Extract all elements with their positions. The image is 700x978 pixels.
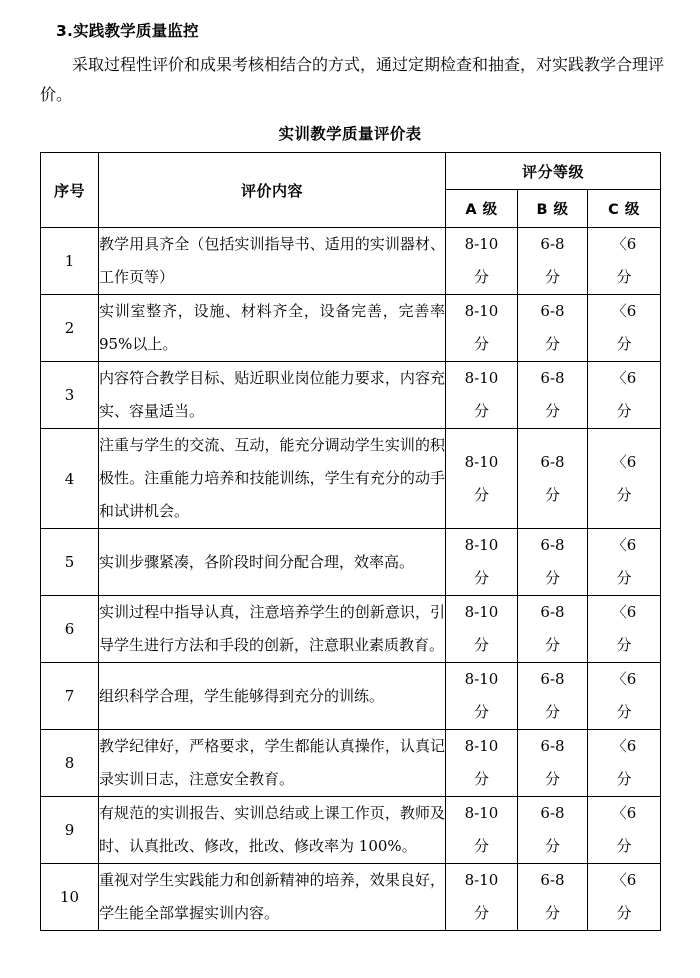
score-unit: 分 (473, 485, 489, 504)
table-row (41, 362, 661, 429)
score-range: 6-8 (540, 302, 565, 321)
score-unit: 分 (544, 335, 560, 354)
table-body (41, 228, 661, 931)
score-range: 〈6 (611, 536, 637, 555)
score-unit: 分 (616, 335, 632, 354)
row-number: 6 (41, 596, 99, 663)
score-cell-a (446, 596, 518, 663)
row-content: 教学用具齐全（包括实训指导书、适用的实训器材、工作页等） (99, 228, 446, 295)
score-unit: 分 (544, 268, 560, 287)
score-unit: 分 (616, 569, 632, 588)
row-number: 4 (41, 429, 99, 529)
score-unit: 分 (544, 636, 560, 655)
row-number: 1 (41, 228, 99, 295)
score-unit: 分 (473, 636, 489, 655)
table-row (41, 663, 661, 730)
score-range: 〈6 (611, 871, 637, 890)
score-range: 6-8 (540, 536, 565, 555)
row-content: 组织科学合理，学生能够得到充分的训练。 (99, 663, 446, 730)
table-row (41, 228, 661, 295)
score-unit: 分 (616, 636, 632, 655)
score-cell-b (518, 596, 588, 663)
section-heading: 3.实践教学质量监控 (56, 22, 199, 40)
score-cell-b (518, 429, 588, 529)
score-range: 8-10 (464, 871, 499, 890)
score-range: 6-8 (540, 670, 565, 689)
table-row (41, 730, 661, 797)
column-header-grade-b: B 级 (518, 190, 588, 228)
score-range: 6-8 (540, 603, 565, 622)
score-range: 〈6 (611, 235, 637, 254)
row-content: 教学纪律好，严格要求，学生都能认真操作，认真记录实训日志，注意安全教育。 (99, 730, 446, 797)
score-range: 6-8 (540, 452, 565, 471)
table-head (41, 153, 661, 228)
score-cell-c (588, 797, 661, 864)
score-range: 8-10 (464, 536, 499, 555)
score-range: 8-10 (464, 737, 499, 756)
score-unit: 分 (616, 268, 632, 287)
column-header-no: 序号 (41, 153, 99, 228)
score-range: 〈6 (611, 737, 637, 756)
score-cell-a (446, 228, 518, 295)
score-unit: 分 (616, 770, 632, 789)
score-range: 〈6 (611, 302, 637, 321)
score-unit: 分 (544, 904, 560, 923)
score-range: 8-10 (464, 603, 499, 622)
table-row (41, 295, 661, 362)
score-cell-c (588, 596, 661, 663)
score-cell-c (588, 228, 661, 295)
column-header-grade-group: 评分等级 (446, 153, 661, 190)
score-cell-c (588, 429, 661, 529)
score-unit: 分 (473, 837, 489, 856)
score-range: 6-8 (540, 369, 565, 388)
table-caption: 实训教学质量评价表 (278, 125, 422, 144)
score-unit: 分 (473, 904, 489, 923)
score-range: 〈6 (611, 369, 637, 388)
score-unit: 分 (473, 402, 489, 421)
score-range: 〈6 (611, 804, 637, 823)
table-row (41, 864, 661, 931)
score-cell-a (446, 529, 518, 596)
row-number: 10 (41, 864, 99, 931)
score-cell-a (446, 797, 518, 864)
score-range: 8-10 (464, 804, 499, 823)
score-unit: 分 (544, 402, 560, 421)
section-paragraph: 采取过程性评价和成果考核相结合的方式，通过定期检查和抽查，对实践教学合理评价。 (40, 55, 665, 105)
score-cell-c (588, 663, 661, 730)
row-content: 实训室整齐，设施、材料齐全，设备完善，完善率 95%以上。 (99, 295, 446, 362)
score-unit: 分 (473, 268, 489, 287)
score-range: 〈6 (611, 452, 637, 471)
score-range: 6-8 (540, 804, 565, 823)
score-unit: 分 (544, 485, 560, 504)
score-cell-b (518, 529, 588, 596)
score-cell-a (446, 730, 518, 797)
table-row (41, 797, 661, 864)
score-cell-c (588, 529, 661, 596)
score-unit: 分 (544, 770, 560, 789)
score-cell-a (446, 295, 518, 362)
score-unit: 分 (544, 837, 560, 856)
row-number: 9 (41, 797, 99, 864)
row-content: 实训过程中指导认真，注意培养学生的创新意识，引导学生进行方法和手段的创新，注意职业素质教育。 (99, 596, 446, 663)
score-unit: 分 (616, 485, 632, 504)
score-range: 6-8 (540, 235, 565, 254)
score-unit: 分 (473, 335, 489, 354)
row-number: 8 (41, 730, 99, 797)
score-cell-c (588, 864, 661, 931)
table-row (41, 529, 661, 596)
score-cell-c (588, 730, 661, 797)
score-unit: 分 (473, 770, 489, 789)
score-range: 〈6 (611, 670, 637, 689)
score-unit: 分 (473, 703, 489, 722)
score-range: 8-10 (464, 302, 499, 321)
row-content: 注重与学生的交流、互动，能充分调动学生实训的积极性。注重能力培养和技能训练，学生有充分的动手和试讲机会。 (99, 429, 446, 529)
table-container (0, 152, 700, 931)
score-range: 8-10 (464, 235, 499, 254)
score-cell-b (518, 228, 588, 295)
evaluation-table (40, 152, 661, 931)
score-cell-b (518, 663, 588, 730)
row-number: 5 (41, 529, 99, 596)
score-unit: 分 (544, 703, 560, 722)
score-cell-a (446, 362, 518, 429)
score-cell-c (588, 295, 661, 362)
score-range: 6-8 (540, 871, 565, 890)
column-header-grade-a: A 级 (446, 190, 518, 228)
score-cell-a (446, 864, 518, 931)
table-row (41, 429, 661, 529)
score-cell-b (518, 362, 588, 429)
score-cell-b (518, 730, 588, 797)
score-cell-b (518, 864, 588, 931)
row-content: 重视对学生实践能力和创新精神的培养，效果良好，学生能全部掌握实训内容。 (99, 864, 446, 931)
score-unit: 分 (473, 569, 489, 588)
score-range: 8-10 (464, 670, 499, 689)
score-range: 8-10 (464, 369, 499, 388)
column-header-grade-c: C 级 (588, 190, 661, 228)
score-cell-a (446, 663, 518, 730)
score-range: 〈6 (611, 603, 637, 622)
score-range: 8-10 (464, 452, 499, 471)
table-header-row-1 (41, 153, 661, 190)
row-number: 7 (41, 663, 99, 730)
row-content: 内容符合教学目标、贴近职业岗位能力要求，内容充实、容量适当。 (99, 362, 446, 429)
score-range: 6-8 (540, 737, 565, 756)
score-unit: 分 (616, 402, 632, 421)
score-unit: 分 (616, 703, 632, 722)
row-content: 有规范的实训报告、实训总结或上课工作页，教师及时、认真批改、修改，批改、修改率为 100%。 (99, 797, 446, 864)
score-cell-c (588, 362, 661, 429)
score-cell-b (518, 295, 588, 362)
row-content: 实训步骤紧凑，各阶段时间分配合理，效率高。 (99, 529, 446, 596)
score-unit: 分 (616, 904, 632, 923)
row-number: 2 (41, 295, 99, 362)
score-unit: 分 (544, 569, 560, 588)
score-cell-a (446, 429, 518, 529)
score-unit: 分 (616, 837, 632, 856)
column-header-content: 评价内容 (99, 153, 446, 228)
table-row (41, 596, 661, 663)
row-number: 3 (41, 362, 99, 429)
score-cell-b (518, 797, 588, 864)
